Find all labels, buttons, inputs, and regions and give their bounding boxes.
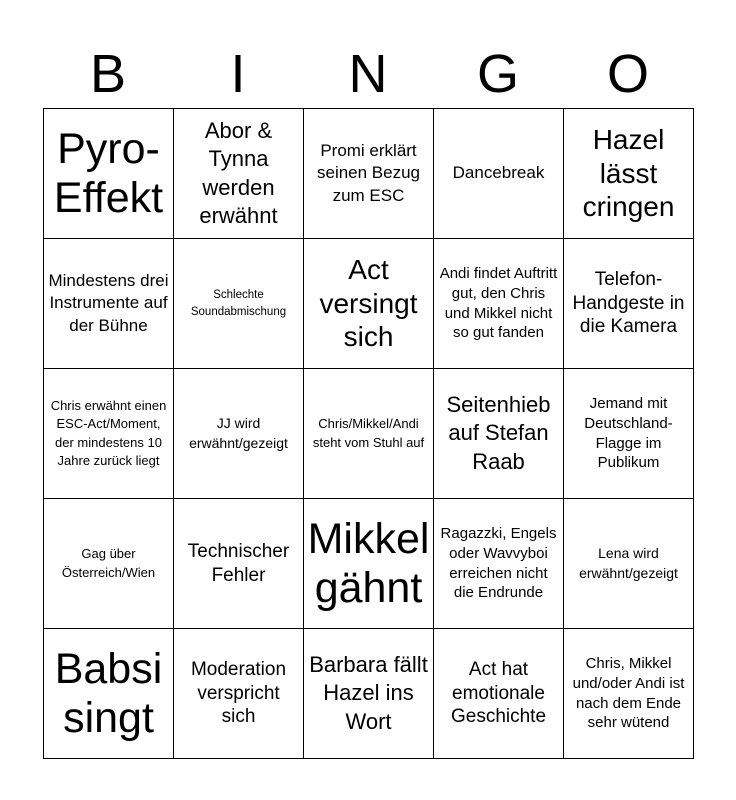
bingo-cell-r1-c5[interactable]: Hazel lässt cringen <box>564 109 694 239</box>
bingo-cell-r2-c5[interactable]: Telefon-Handgeste in die Kamera <box>564 239 694 369</box>
bingo-cell-r1-c2[interactable]: Abor & Tynna werden erwähnt <box>174 109 304 239</box>
bingo-cell-r1-c4[interactable]: Dancebreak <box>434 109 564 239</box>
header-letter-g: G <box>476 44 519 104</box>
bingo-cell-r2-c2[interactable]: Schlechte Soundabmischung <box>174 239 304 369</box>
bingo-cell-r1-c1[interactable]: Pyro-Effekt <box>44 109 174 239</box>
bingo-grid <box>43 108 694 759</box>
bingo-cell-r3-c3[interactable]: Chris/Mikkel/Andi steht vom Stuhl auf <box>304 369 434 499</box>
bingo-cell-r2-c1[interactable]: Mindestens drei Instrumente auf der Bühne <box>44 239 174 369</box>
bingo-cell-r5-c1[interactable]: Babsi singt <box>44 629 174 759</box>
bingo-cell-r4-c2[interactable]: Technischer Fehler <box>174 499 304 629</box>
bingo-cell-r4-c5[interactable]: Lena wird erwähnt/gezeigt <box>564 499 694 629</box>
bingo-cell-r5-c2[interactable]: Moderation verspricht sich <box>174 629 304 759</box>
bingo-cell-r3-c4[interactable]: Seitenhieb auf Stefan Raab <box>434 369 564 499</box>
bingo-cell-r4-c3[interactable]: Mikkel gähnt <box>304 499 434 629</box>
bingo-cell-r5-c4[interactable]: Act hat emotionale Geschichte <box>434 629 564 759</box>
bingo-cell-r5-c3[interactable]: Barbara fällt Hazel ins Wort <box>304 629 434 759</box>
bingo-cell-r2-c4[interactable]: Andi findet Auftritt gut, den Chris und Mikkel nicht so gut fanden <box>434 239 564 369</box>
bingo-header <box>43 40 693 108</box>
bingo-cell-r3-c2[interactable]: JJ wird erwähnt/gezeigt <box>174 369 304 499</box>
header-letter-i: I <box>230 44 246 104</box>
header-letter-b: B <box>89 44 127 104</box>
bingo-cell-r5-c5[interactable]: Chris, Mikkel und/oder Andi ist nach dem Ende sehr wütend <box>564 629 694 759</box>
header-letter-n: N <box>348 44 388 104</box>
bingo-cell-r3-c5[interactable]: Jemand mit Deutschland-Flagge im Publikum <box>564 369 694 499</box>
header-letter-o: O <box>606 44 649 104</box>
bingo-cell-r4-c1[interactable]: Gag über Österreich/Wien <box>44 499 174 629</box>
bingo-cell-r4-c4[interactable]: Ragazzki, Engels oder Wavvyboi erreichen nicht die Endrunde <box>434 499 564 629</box>
bingo-cell-r1-c3[interactable]: Promi erklärt seinen Bezug zum ESC <box>304 109 434 239</box>
bingo-cell-r3-c1[interactable]: Chris erwähnt einen ESC-Act/Moment, der mindestens 10 Jahre zurück liegt <box>44 369 174 499</box>
bingo-cell-r2-c3[interactable]: Act versingt sich <box>304 239 434 369</box>
